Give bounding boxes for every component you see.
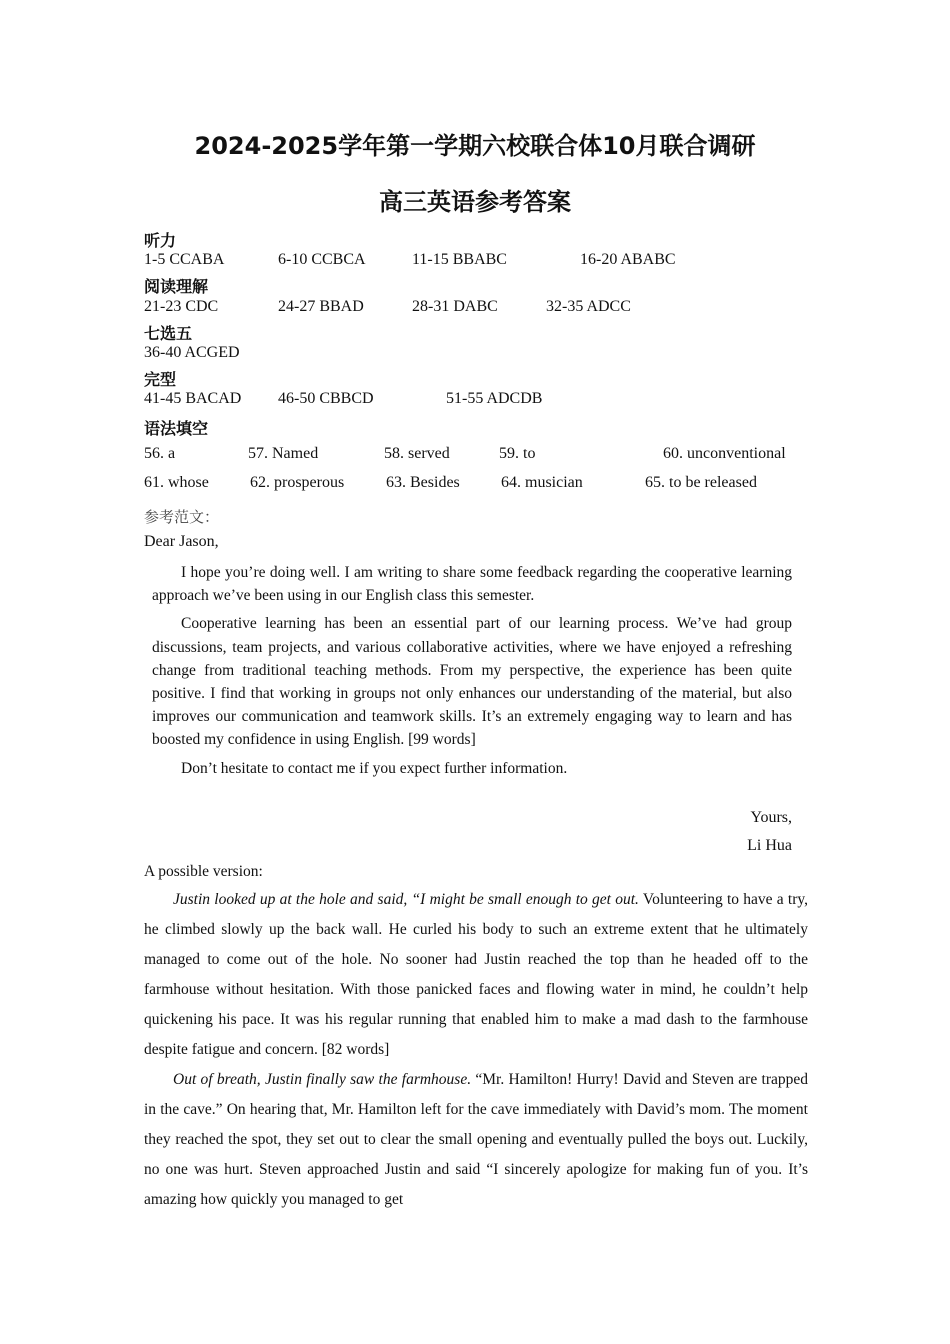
letter-paragraph: I hope you’re doing well. I am writing to share some feedback regarding the cooperative learning approach we’ve been using in our English class this semester. [152, 564, 792, 605]
paragraph-text: “Mr. Hamilton! Hurry! David and Steven are trapped in the cave.” On hearing that, Mr. Hamilton left for the cave immediately with David’s mom. The moment they reached the spot, they set out to clear the small opening and eventually pulled the boys out. Luckily, no one was hurt. Steven approached Justin and said “I sincerely apologize for making fun of you. It’s amazing how quickly you managed to get [144, 1071, 808, 1208]
grammar-heading: 语法填空 [144, 419, 209, 438]
answer-item: 61. whose [144, 474, 209, 491]
listening-heading: 听力 [144, 231, 177, 250]
answer-group: 11-15 BBABC [412, 251, 507, 268]
letter-paragraph: Cooperative learning has been an essential part of our learning process. We’ve had group discussions, team projects, and various collaborative activities, where we have enjoyed a refreshing change from traditional teaching methods. From my perspective, the experience has been quite positive. I find that working in groups not only enhances our understanding of the material, but also improves our communication and teamwork skills. It’s an extremely engaging way to learn and has boosted my confidence in using English. [99 words] [152, 615, 792, 749]
answer-item: 56. a [144, 445, 176, 462]
cloze-heading: 完型 [144, 370, 177, 389]
answer-group: 6-10 CCBCA [278, 251, 366, 268]
sample-essay-label: 参考范文： [144, 508, 220, 526]
letter-paragraph: Don’t hesitate to contact me if you expect further information. [181, 759, 568, 777]
answer-item: 63. Besides [386, 474, 460, 491]
answer-item: 64. musician [501, 474, 583, 491]
answer-group: 16-20 ABABC [580, 251, 676, 268]
paragraph-lead: Out of breath, Justin finally saw the farmhouse. [173, 1071, 472, 1088]
reading-heading: 阅读理解 [144, 277, 209, 296]
page-title: 2024-2025学年第一学期六校联合体10月联合调研 [194, 132, 756, 160]
answer-group: 41-45 BACAD [144, 390, 242, 407]
answer-group: 21-23 CDC [144, 298, 219, 315]
paragraph-text: Volunteering to have a try, he climbed slowly up the back wall. He curled his body to such an extreme extent that he ultimately managed to come out of the hole. No sooner had Justin reached the top than he headed off to the farmhouse without hesitation. With those panicked faces and flowing water in mind, he couldn’t help quickening his pace. It was his regular running that enabled him to make a mad dash to the farmhouse despite fatigue and concern. [82 words] [144, 891, 809, 1058]
answer-group: 51-55 ADCDB [446, 390, 543, 407]
answer-item: 65. to be released [645, 474, 757, 491]
answer-group: 24-27 BBAD [278, 298, 364, 315]
answer-group: 1-5 CCABA [144, 251, 225, 268]
answer-item: 59. to [499, 445, 536, 462]
paragraph-lead: Justin looked up at the hole and said, “I might be small enough to get out. [173, 891, 639, 908]
seven-choose-five-heading: 七选五 [144, 324, 193, 343]
answer-item: 60. unconventional [663, 445, 786, 462]
answer-group: 36-40 ACGED [144, 344, 240, 361]
letter-signature: Li Hua [747, 837, 792, 854]
possible-version-label: A possible version: [144, 863, 263, 880]
answer-group: 28-31 DABC [412, 298, 498, 315]
letter-greeting: Dear Jason, [144, 533, 219, 550]
answer-item: 62. prosperous [250, 474, 345, 491]
answer-item: 57. Named [248, 445, 319, 462]
letter-body [152, 561, 792, 780]
story-paragraph [144, 885, 808, 1065]
answer-group: 46-50 CBBCD [278, 390, 374, 407]
answer-item: 58. served [384, 445, 450, 462]
letter-closing: Yours, [750, 809, 792, 826]
story-paragraph [144, 1065, 808, 1215]
answer-group: 32-35 ADCC [546, 298, 631, 315]
page-subtitle: 高三英语参考答案 [379, 188, 571, 216]
story-body [144, 885, 808, 1215]
